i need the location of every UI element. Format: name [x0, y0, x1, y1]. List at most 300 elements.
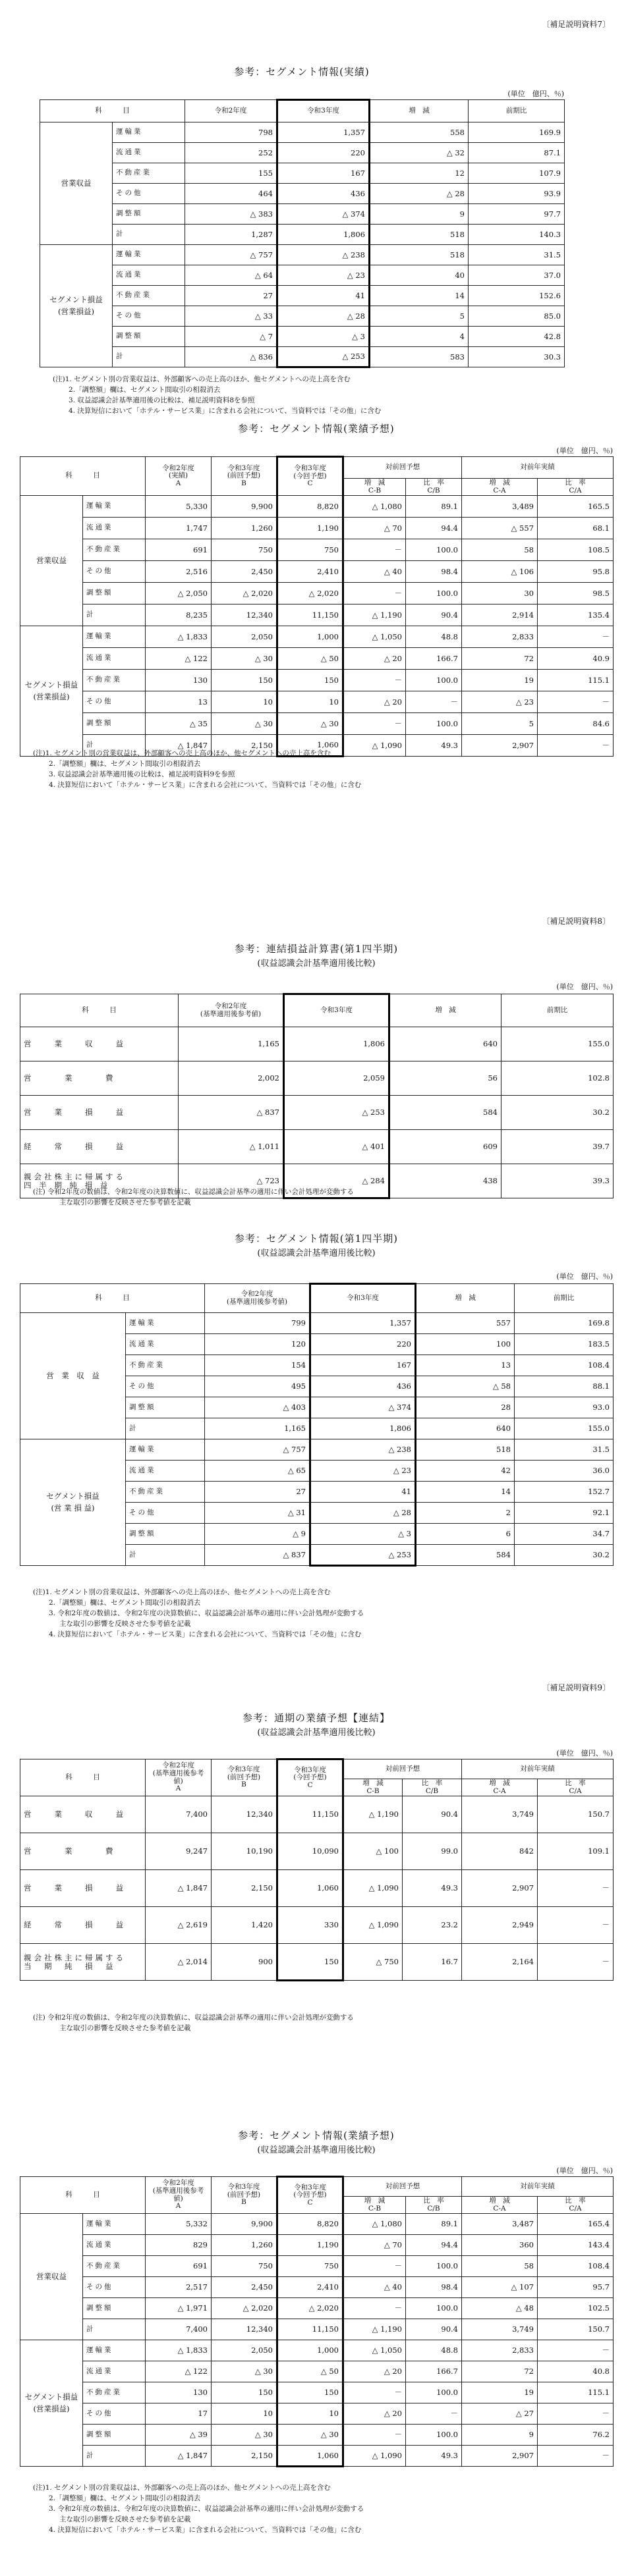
- group-label: 営業収益: [20, 2214, 83, 2340]
- table-cell: 5: [462, 713, 538, 735]
- row-label: 流通業: [83, 2235, 146, 2256]
- table-cell: 12,340: [212, 1796, 277, 1833]
- ref-label-8: 〔補足説明資料8〕: [542, 917, 610, 926]
- notes: [33, 1187, 354, 1208]
- table-cell: △ 238: [310, 1439, 416, 1461]
- header-cell: 対前回予想: [343, 457, 462, 479]
- table-cell: 13: [416, 1355, 515, 1376]
- table-cell: 9,900: [212, 2214, 277, 2235]
- row-label: 運輸業: [126, 1439, 205, 1461]
- table-cell: 115.1: [538, 670, 614, 691]
- header-cell: 科 目: [20, 994, 179, 1027]
- section-title: 参考：セグメント情報(第1四半期): [234, 1233, 399, 1245]
- row-label: 計: [126, 1418, 205, 1439]
- table-cell: 31.5: [515, 1439, 614, 1461]
- table-cell: 100.0: [406, 670, 462, 691]
- table-cell: △ 1,190: [343, 604, 406, 626]
- segment-q1-table: [20, 1283, 614, 1567]
- table-cell: 165.5: [538, 496, 614, 518]
- table-cell: 557: [416, 1313, 515, 1334]
- table-cell: △ 1,050: [343, 2340, 406, 2361]
- table-cell: 2,050: [212, 2340, 277, 2361]
- table-cell: 900: [212, 1944, 277, 1981]
- group-label: 営 業 収 益: [20, 1313, 126, 1439]
- table-cell: 10,190: [212, 1833, 277, 1870]
- table-cell: 30.2: [501, 1096, 614, 1130]
- table-cell: 28: [416, 1397, 515, 1418]
- table-row: [40, 245, 565, 265]
- table-cell: 330: [277, 1907, 343, 1944]
- table-cell: 5,330: [146, 496, 212, 518]
- note-line: 4. 決算短信において「ホテル・サービス業」に含まれる会社について、当資料では「その他」に含む: [49, 1630, 362, 1638]
- table-cell: 2,833: [462, 2340, 538, 2361]
- row-label: 計: [113, 347, 185, 367]
- table-cell: 130: [146, 2382, 212, 2403]
- table-cell: 88.1: [515, 1376, 614, 1397]
- table-cell: △ 2,020: [277, 2298, 343, 2319]
- table-cell: △ 1,833: [146, 626, 212, 648]
- ref-label-7: 〔補足説明資料7〕: [542, 20, 610, 29]
- table-cell: 27: [205, 1482, 310, 1503]
- row-label: 調整額: [83, 2425, 146, 2446]
- table-cell: 150: [277, 670, 343, 691]
- table-cell: △ 723: [179, 1164, 284, 1198]
- note-line: (注)1. セグメント別の営業収益は、外部顧客への売上高のほか、他セグメントへの売上高を含む: [33, 1588, 331, 1596]
- header-cell: 前期比: [501, 994, 614, 1027]
- table-cell: 37.0: [469, 265, 565, 286]
- header-cell: 対前年実績: [462, 457, 614, 479]
- table-cell: 143.4: [538, 2235, 614, 2256]
- table-cell: 640: [416, 1418, 515, 1439]
- table-cell: 9: [370, 204, 469, 225]
- header-cell: 令和3年度 (前回予想) B: [212, 457, 277, 496]
- table-cell: 76.2: [538, 2425, 614, 2446]
- header-cell: 令和3年度 (前回予想) B: [212, 2177, 277, 2214]
- row-label: 流通業: [126, 1334, 205, 1355]
- table-cell: △ 401: [284, 1130, 389, 1164]
- group-label: 営業収益: [20, 496, 83, 626]
- table-cell: 2,410: [277, 2277, 343, 2298]
- section-segment-forecast-adjusted: [20, 2128, 613, 2569]
- table-row: [20, 2425, 614, 2446]
- table-row: [20, 1061, 614, 1096]
- table-cell: 100.0: [406, 2256, 462, 2277]
- header-cell: 増 減 C-A: [462, 1779, 538, 1796]
- note-line: (注)1. セグメント別の営業収益は、外部顧客への売上高のほか、他セグメントへの売上高を含む: [33, 2484, 331, 2492]
- table-cell: △ 1,847: [146, 735, 212, 757]
- table-cell: △ 20: [343, 691, 406, 713]
- table-cell: △ 32: [370, 143, 469, 163]
- table-cell: 150: [277, 1944, 343, 1981]
- table-cell: 10: [277, 691, 343, 713]
- header-cell: 増 減 C-B: [343, 2197, 406, 2214]
- table-cell: 99.0: [403, 1833, 462, 1870]
- table-cell: △ 40: [343, 561, 406, 583]
- table-row: [40, 265, 565, 286]
- table-cell: △ 1,011: [179, 1130, 284, 1164]
- section-subtitle: (収益認識会計基準適用後比較): [257, 1248, 376, 1258]
- table-cell: △ 757: [205, 1439, 310, 1461]
- table-cell: 584: [416, 1545, 515, 1566]
- ref-label-9: 〔補足説明資料9〕: [542, 1683, 610, 1692]
- table-cell: △ 7: [185, 327, 277, 347]
- table-cell: 558: [370, 122, 469, 143]
- annual-forecast-table: [20, 1758, 614, 1981]
- table-cell: △ 557: [462, 518, 538, 539]
- table-cell: 252: [185, 143, 277, 163]
- row-label: 不動産業: [83, 539, 146, 561]
- table-cell: 360: [462, 2235, 538, 2256]
- section-annual-forecast: [20, 1711, 613, 2040]
- table-cell: △ 3: [310, 1524, 416, 1545]
- row-label: 調整額: [113, 327, 185, 347]
- table-cell: △ 23: [277, 265, 370, 286]
- note-line: (注)1. セグメント別の営業収益は、外部顧客への売上高のほか、他セグメントへの売上高を含む: [53, 375, 351, 383]
- table-cell: △ 122: [146, 648, 212, 670]
- table-cell: △ 50: [277, 648, 343, 670]
- table-cell: 11,150: [277, 604, 343, 626]
- note-line: (注) 令和2年度の数値は、令和2年度の決算数値に、収益認識会計基準の適用に伴い会計処理が変動する: [33, 2014, 354, 2022]
- section-segment-actual: [40, 65, 564, 414]
- table-row: [20, 1796, 614, 1833]
- table-cell: 1,806: [277, 225, 370, 245]
- row-label: 運輸業: [126, 1313, 205, 1334]
- table-cell: 2,150: [212, 1870, 277, 1907]
- header-cell: 比 率 C/B: [406, 2197, 462, 2214]
- table-cell: 583: [370, 347, 469, 367]
- row-label: その他: [113, 184, 185, 204]
- table-cell: 691: [146, 2256, 212, 2277]
- table-cell: －: [343, 583, 406, 604]
- section-segment-forecast: [20, 421, 613, 810]
- table-cell: 150: [212, 2382, 277, 2403]
- table-row: [40, 286, 565, 306]
- row-label: 不動産業: [83, 2256, 146, 2277]
- table-cell: 40: [370, 265, 469, 286]
- table-cell: △ 33: [185, 306, 277, 327]
- table-cell: △ 374: [277, 204, 370, 225]
- table-cell: 155.0: [515, 1418, 614, 1439]
- table-cell: 2,833: [462, 626, 538, 648]
- row-label: その他: [83, 2277, 146, 2298]
- header-cell: 比 率 C/A: [538, 1779, 614, 1796]
- table-cell: 94.4: [406, 518, 462, 539]
- table-cell: 27: [185, 286, 277, 306]
- table-cell: 98.4: [406, 2277, 462, 2298]
- header-cell: 令和3年度 (今回予想) C: [277, 457, 343, 496]
- table-row: [40, 143, 565, 163]
- table-cell: 102.8: [501, 1061, 614, 1096]
- table-cell: △ 1,847: [146, 1870, 212, 1907]
- table-cell: －: [538, 1944, 614, 1981]
- table-cell: 108.5: [538, 539, 614, 561]
- header-cell: 科 目: [20, 1284, 205, 1313]
- table-cell: 19: [462, 2382, 538, 2403]
- table-cell: 140.3: [469, 225, 565, 245]
- table-cell: 150: [212, 670, 277, 691]
- note-line: 3. 収益認識会計基準適用後の比較は、補足説明資料9を参照: [49, 770, 235, 778]
- table-cell: 102.5: [538, 2298, 614, 2319]
- table-cell: 12: [370, 163, 469, 184]
- row-label: 営 業 収 益: [20, 1796, 146, 1833]
- group-label: セグメント損益 (営業損益): [20, 626, 83, 757]
- table-row: [40, 306, 565, 327]
- note-line: 主な取引の影響を反映させた参考値を記載: [59, 2515, 191, 2523]
- section-title: 参考：セグメント情報(業績予想): [238, 423, 395, 435]
- table-cell: △ 238: [277, 245, 370, 265]
- table-row: [20, 2298, 614, 2319]
- header-cell: 増 減: [416, 1284, 515, 1313]
- table-row: [20, 2235, 614, 2256]
- table-cell: 10: [212, 691, 277, 713]
- unit-label: (単位 億円、％): [507, 90, 564, 98]
- table-cell: 1,806: [284, 1027, 389, 1061]
- table-cell: 12,340: [212, 604, 277, 626]
- section-consolidated-pl: [20, 942, 613, 1225]
- table-cell: △ 30: [212, 2425, 277, 2446]
- table-cell: 2,914: [462, 604, 538, 626]
- table-cell: 829: [146, 2235, 212, 2256]
- table-cell: △ 1,090: [343, 735, 406, 757]
- header-cell: 令和2年度 (基準適用後参考値) A: [146, 2177, 212, 2214]
- table-cell: 10,090: [277, 1833, 343, 1870]
- row-label: 不動産業: [126, 1482, 205, 1503]
- header-cell: 比 率 C/A: [538, 479, 614, 496]
- table-cell: －: [343, 2425, 406, 2446]
- notes: [33, 2482, 364, 2535]
- table-cell: △ 9: [205, 1524, 310, 1545]
- table-cell: 11,150: [277, 2319, 343, 2340]
- row-label: 流通業: [83, 648, 146, 670]
- table-cell: 2,907: [462, 735, 538, 757]
- header-cell: 前期比: [515, 1284, 614, 1313]
- row-label: 計: [83, 735, 146, 757]
- notes: [53, 374, 381, 416]
- table-cell: 2,002: [179, 1061, 284, 1096]
- table-cell: 89.1: [406, 2214, 462, 2235]
- section-title: 参考：通期の業績予想【連結】: [242, 1712, 390, 1724]
- table-cell: △ 2,020: [277, 583, 343, 604]
- table-cell: △ 39: [146, 2425, 212, 2446]
- table-cell: 120: [205, 1334, 310, 1355]
- segment-forecast-adjusted-table: [20, 2176, 614, 2467]
- table-cell: △ 383: [185, 204, 277, 225]
- table-row: [20, 691, 614, 713]
- table-cell: △ 28: [310, 1503, 416, 1524]
- table-cell: 56: [389, 1061, 501, 1096]
- header-cell: 科 目: [20, 2177, 146, 2214]
- table-cell: △ 757: [185, 245, 277, 265]
- table-cell: 2,907: [462, 2446, 538, 2467]
- row-label: 流通業: [83, 518, 146, 539]
- table-cell: 167: [277, 163, 370, 184]
- table-cell: △ 27: [462, 2403, 538, 2425]
- notes: [33, 1587, 364, 1640]
- row-label: その他: [83, 561, 146, 583]
- table-row: [20, 2446, 614, 2467]
- table-cell: －: [538, 1907, 614, 1944]
- table-cell: 609: [389, 1130, 501, 1164]
- row-label: 調整額: [113, 204, 185, 225]
- table-cell: 100.0: [406, 583, 462, 604]
- table-row: [20, 2256, 614, 2277]
- table-row: [20, 496, 614, 518]
- table-cell: 750: [212, 2256, 277, 2277]
- table-cell: △ 1,971: [146, 2298, 212, 2319]
- table-cell: △ 20: [343, 2361, 406, 2382]
- row-label: 不動産業: [83, 670, 146, 691]
- table-cell: △ 1,190: [343, 2319, 406, 2340]
- table-cell: 2,949: [462, 1907, 538, 1944]
- table-cell: 640: [389, 1027, 501, 1061]
- table-cell: △ 2,050: [146, 583, 212, 604]
- table-cell: 2,150: [212, 2446, 277, 2467]
- table-cell: 100.0: [406, 2298, 462, 2319]
- row-label: 営 業 収 益: [20, 1027, 179, 1061]
- table-cell: △ 403: [205, 1397, 310, 1418]
- table-cell: 4: [370, 327, 469, 347]
- table-row: [20, 1027, 614, 1061]
- table-cell: －: [538, 2446, 614, 2467]
- table-cell: 183.5: [515, 1334, 614, 1355]
- table-cell: 1,420: [212, 1907, 277, 1944]
- table-cell: 2,450: [212, 561, 277, 583]
- table-row: [20, 648, 614, 670]
- table-cell: 9: [462, 2425, 538, 2446]
- table-cell: 750: [277, 539, 343, 561]
- table-cell: 166.7: [406, 648, 462, 670]
- note-line: (注)1. セグメント別の営業収益は、外部顧客への売上高のほか、他セグメントへの売上高を含む: [33, 749, 331, 757]
- table-cell: 107.9: [469, 163, 565, 184]
- table-cell: 2,516: [146, 561, 212, 583]
- table-row: [20, 1907, 614, 1944]
- table-cell: 169.9: [469, 122, 565, 143]
- table-row: [20, 583, 614, 604]
- table-cell: 100.0: [406, 713, 462, 735]
- table-cell: －: [538, 691, 614, 713]
- table-cell: 10: [212, 2403, 277, 2425]
- table-cell: △ 284: [284, 1164, 389, 1198]
- table-cell: 165.4: [538, 2214, 614, 2235]
- table-row: [20, 1130, 614, 1164]
- notes: [33, 748, 361, 790]
- table-cell: 40.8: [538, 2361, 614, 2382]
- table-cell: 100: [416, 1334, 515, 1355]
- row-label: 計: [83, 2319, 146, 2340]
- note-line: 2.「調整額」欄は、セグメント間取引の相殺消去: [49, 760, 201, 768]
- table-cell: 436: [277, 184, 370, 204]
- table-cell: 42.8: [469, 327, 565, 347]
- header-cell: 比 率 C/B: [406, 479, 462, 496]
- row-label: 調整額: [126, 1397, 205, 1418]
- note-line: 3. 収益認識会計基準適用後の比較は、補足説明資料8を参照: [69, 396, 255, 404]
- header-cell: 対前回予想: [343, 2177, 462, 2197]
- header-cell: 対前回予想: [343, 1759, 462, 1779]
- table-cell: 12,340: [212, 2319, 277, 2340]
- table-cell: 68.1: [538, 518, 614, 539]
- header-cell: 令和3年度 (今回予想) C: [277, 2177, 343, 2214]
- note-line: 主な取引の影響を反映させた参考値を記載: [59, 1198, 191, 1206]
- table-row: [20, 539, 614, 561]
- table-cell: 150.7: [538, 1796, 614, 1833]
- table-cell: －: [343, 2256, 406, 2277]
- header-cell: 比 率 C/B: [403, 1779, 462, 1796]
- consolidated-pl-table: [20, 993, 614, 1199]
- row-label: 不動産業: [113, 286, 185, 306]
- table-cell: 152.7: [515, 1482, 614, 1503]
- table-row: [20, 1439, 614, 1461]
- table-cell: 1,000: [277, 2340, 343, 2361]
- table-cell: 17: [146, 2403, 212, 2425]
- row-label: その他: [83, 691, 146, 713]
- table-cell: △ 253: [310, 1545, 416, 1566]
- table-cell: △ 20: [343, 2403, 406, 2425]
- section-title: 参考：セグメント情報(業績予想): [238, 2130, 395, 2141]
- table-cell: △ 31: [205, 1503, 310, 1524]
- table-cell: 30: [462, 583, 538, 604]
- table-cell: △ 48: [462, 2298, 538, 2319]
- header-cell: 増 減 C-A: [462, 2197, 538, 2214]
- table-cell: △ 1,090: [343, 1907, 403, 1944]
- header-cell: 科 目: [20, 1759, 146, 1796]
- header-cell: 令和2年度: [185, 100, 277, 122]
- section-subtitle: (収益認識会計基準適用後比較): [257, 1728, 376, 1738]
- table-cell: 34.7: [515, 1524, 614, 1545]
- table-cell: 100.0: [406, 2425, 462, 2446]
- table-cell: △ 1,090: [343, 1870, 403, 1907]
- table-cell: 1,357: [310, 1313, 416, 1334]
- table-cell: 1,260: [212, 518, 277, 539]
- table-cell: 48.8: [406, 626, 462, 648]
- table-cell: 150: [277, 2382, 343, 2403]
- note-line: 4. 決算短信において「ホテル・サービス業」に含まれる会社について、当資料では「その他」に含む: [49, 2526, 362, 2534]
- table-cell: △ 837: [179, 1096, 284, 1130]
- table-cell: 49.3: [406, 2446, 462, 2467]
- table-cell: △ 3: [277, 327, 370, 347]
- table-cell: △ 106: [462, 561, 538, 583]
- table-cell: 2,450: [212, 2277, 277, 2298]
- table-cell: 9,900: [212, 496, 277, 518]
- table-cell: 798: [185, 122, 277, 143]
- table-cell: △ 1,080: [343, 496, 406, 518]
- note-line: 3. 令和2年度の数値は、令和2年度の決算数値に、収益認識会計基準の適用に伴い会計処理が変動する: [49, 2505, 364, 2513]
- row-label: 親会社株主に帰属する 当 期 純 損 益: [20, 1944, 146, 1981]
- table-cell: 1,060: [277, 1870, 343, 1907]
- table-cell: 2,410: [277, 561, 343, 583]
- header-cell: 令和3年度: [284, 994, 389, 1027]
- row-label: その他: [83, 2403, 146, 2425]
- unit-label: (単位 億円、％): [556, 982, 613, 991]
- table-cell: 3,749: [462, 1796, 538, 1833]
- table-cell: 2,150: [212, 735, 277, 757]
- table-cell: 150.7: [538, 2319, 614, 2340]
- table-cell: 5: [370, 306, 469, 327]
- table-cell: 89.1: [406, 496, 462, 518]
- row-label: その他: [126, 1376, 205, 1397]
- header-cell: 対前年実績: [462, 1759, 614, 1779]
- row-label: 不動産業: [113, 163, 185, 184]
- table-cell: 14: [370, 286, 469, 306]
- table-row: [40, 225, 565, 245]
- table-row: [40, 204, 565, 225]
- row-label: 運輸業: [113, 122, 185, 143]
- note-line: 4. 決算短信において「ホテル・サービス業」に含まれる会社について、当資料では「その他」に含む: [49, 781, 362, 789]
- table-cell: △ 58: [416, 1376, 515, 1397]
- row-label: 流通業: [113, 143, 185, 163]
- table-row: [20, 1313, 614, 1334]
- table-cell: 84.6: [538, 713, 614, 735]
- table-cell: 2,517: [146, 2277, 212, 2298]
